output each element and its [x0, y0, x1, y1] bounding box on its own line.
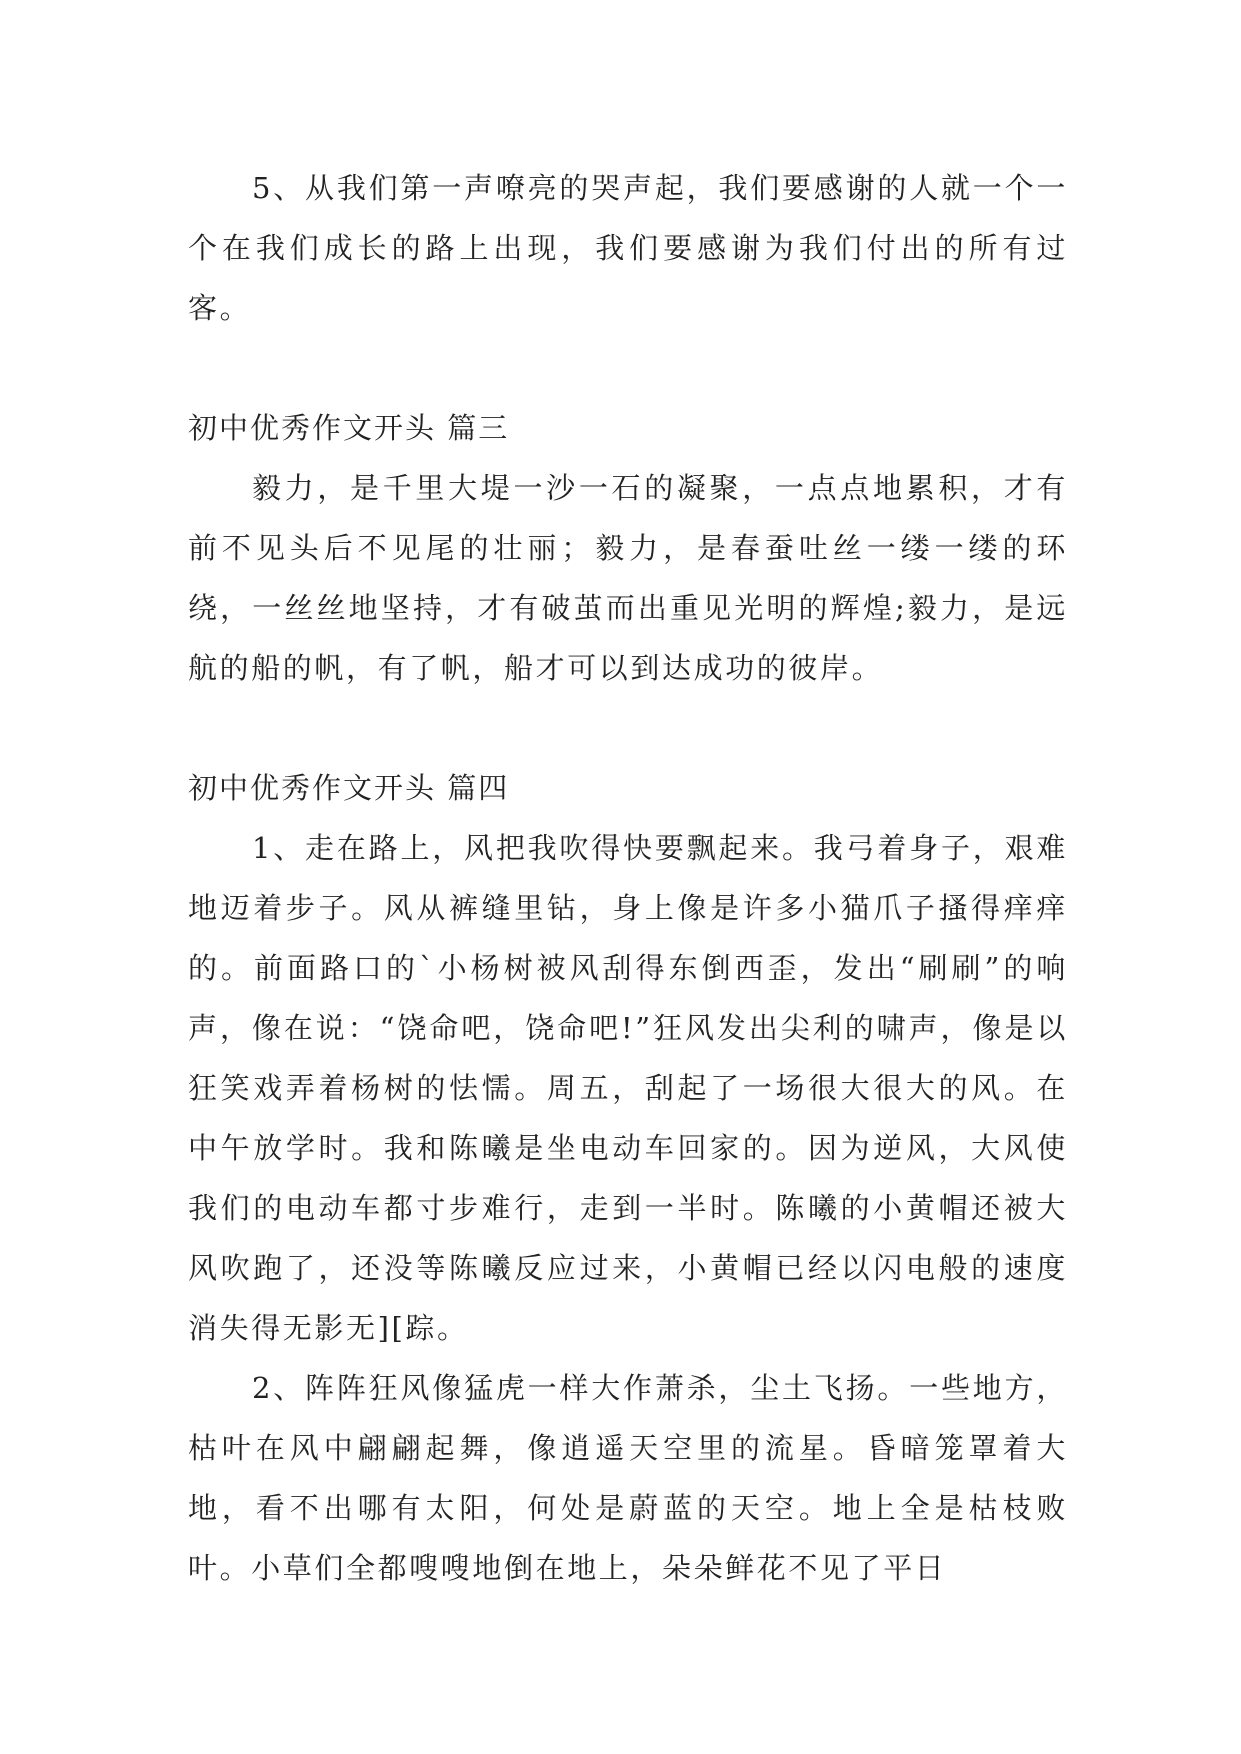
- document-body: [188, 158, 1068, 1598]
- paragraph-wind-two: 2、阵阵狂风像猛虎一样大作萧杀，尘土飞扬。一些地方，枯叶在风中翩翩起舞，像逍遥天空里的流星。昏暗笼罩着大地，看不出哪有太阳，何处是蔚蓝的天空。地上全是枯枝败叶。小草们全都嗖嗖地倒在地上，朵朵鲜花不见了平日: [188, 1371, 1068, 1585]
- section-title-part-three: 初中优秀作文开头 篇三: [188, 411, 510, 445]
- section-title-part-four: 初中优秀作文开头 篇四: [188, 771, 510, 805]
- paragraph-perseverance: 毅力，是千里大堤一沙一石的凝聚，一点点地累积，才有前不见头后不见尾的壮丽；毅力，是春蚕吐丝一缕一缕的环绕，一丝丝地坚持，才有破茧而出重见光明的辉煌;毅力，是远航的船的帆，有了帆，船才可以到达成功的彼岸。: [188, 471, 1068, 685]
- paragraph-wind-one: 1、走在路上，风把我吹得快要飘起来。我弓着身子，艰难地迈着步子。风从裤缝里钻，身上像是许多小猫爪子搔得痒痒的。前面路口的`小杨树被风刮得东倒西歪，发出“刷刷”的响声，像在说：“饶命吧，饶命吧!”狂风发出尖利的啸声，像是以狂笑戏弄着杨树的怯懦。周五，刮起了一场很大很大的风。在中午放学时。我和陈曦是坐电动车回家的。因为逆风，大风使我们的电动车都寸步难行，走到一半时。陈曦的小黄帽还被大风吹跑了，还没等陈曦反应过来，小黄帽已经以闪电般的速度消失得无影无][踪。: [188, 831, 1068, 1345]
- paragraph-thanks: 5、从我们第一声嘹亮的哭声起，我们要感谢的人就一个一个在我们成长的路上出现，我们要感谢为我们付出的所有过客。: [188, 171, 1068, 325]
